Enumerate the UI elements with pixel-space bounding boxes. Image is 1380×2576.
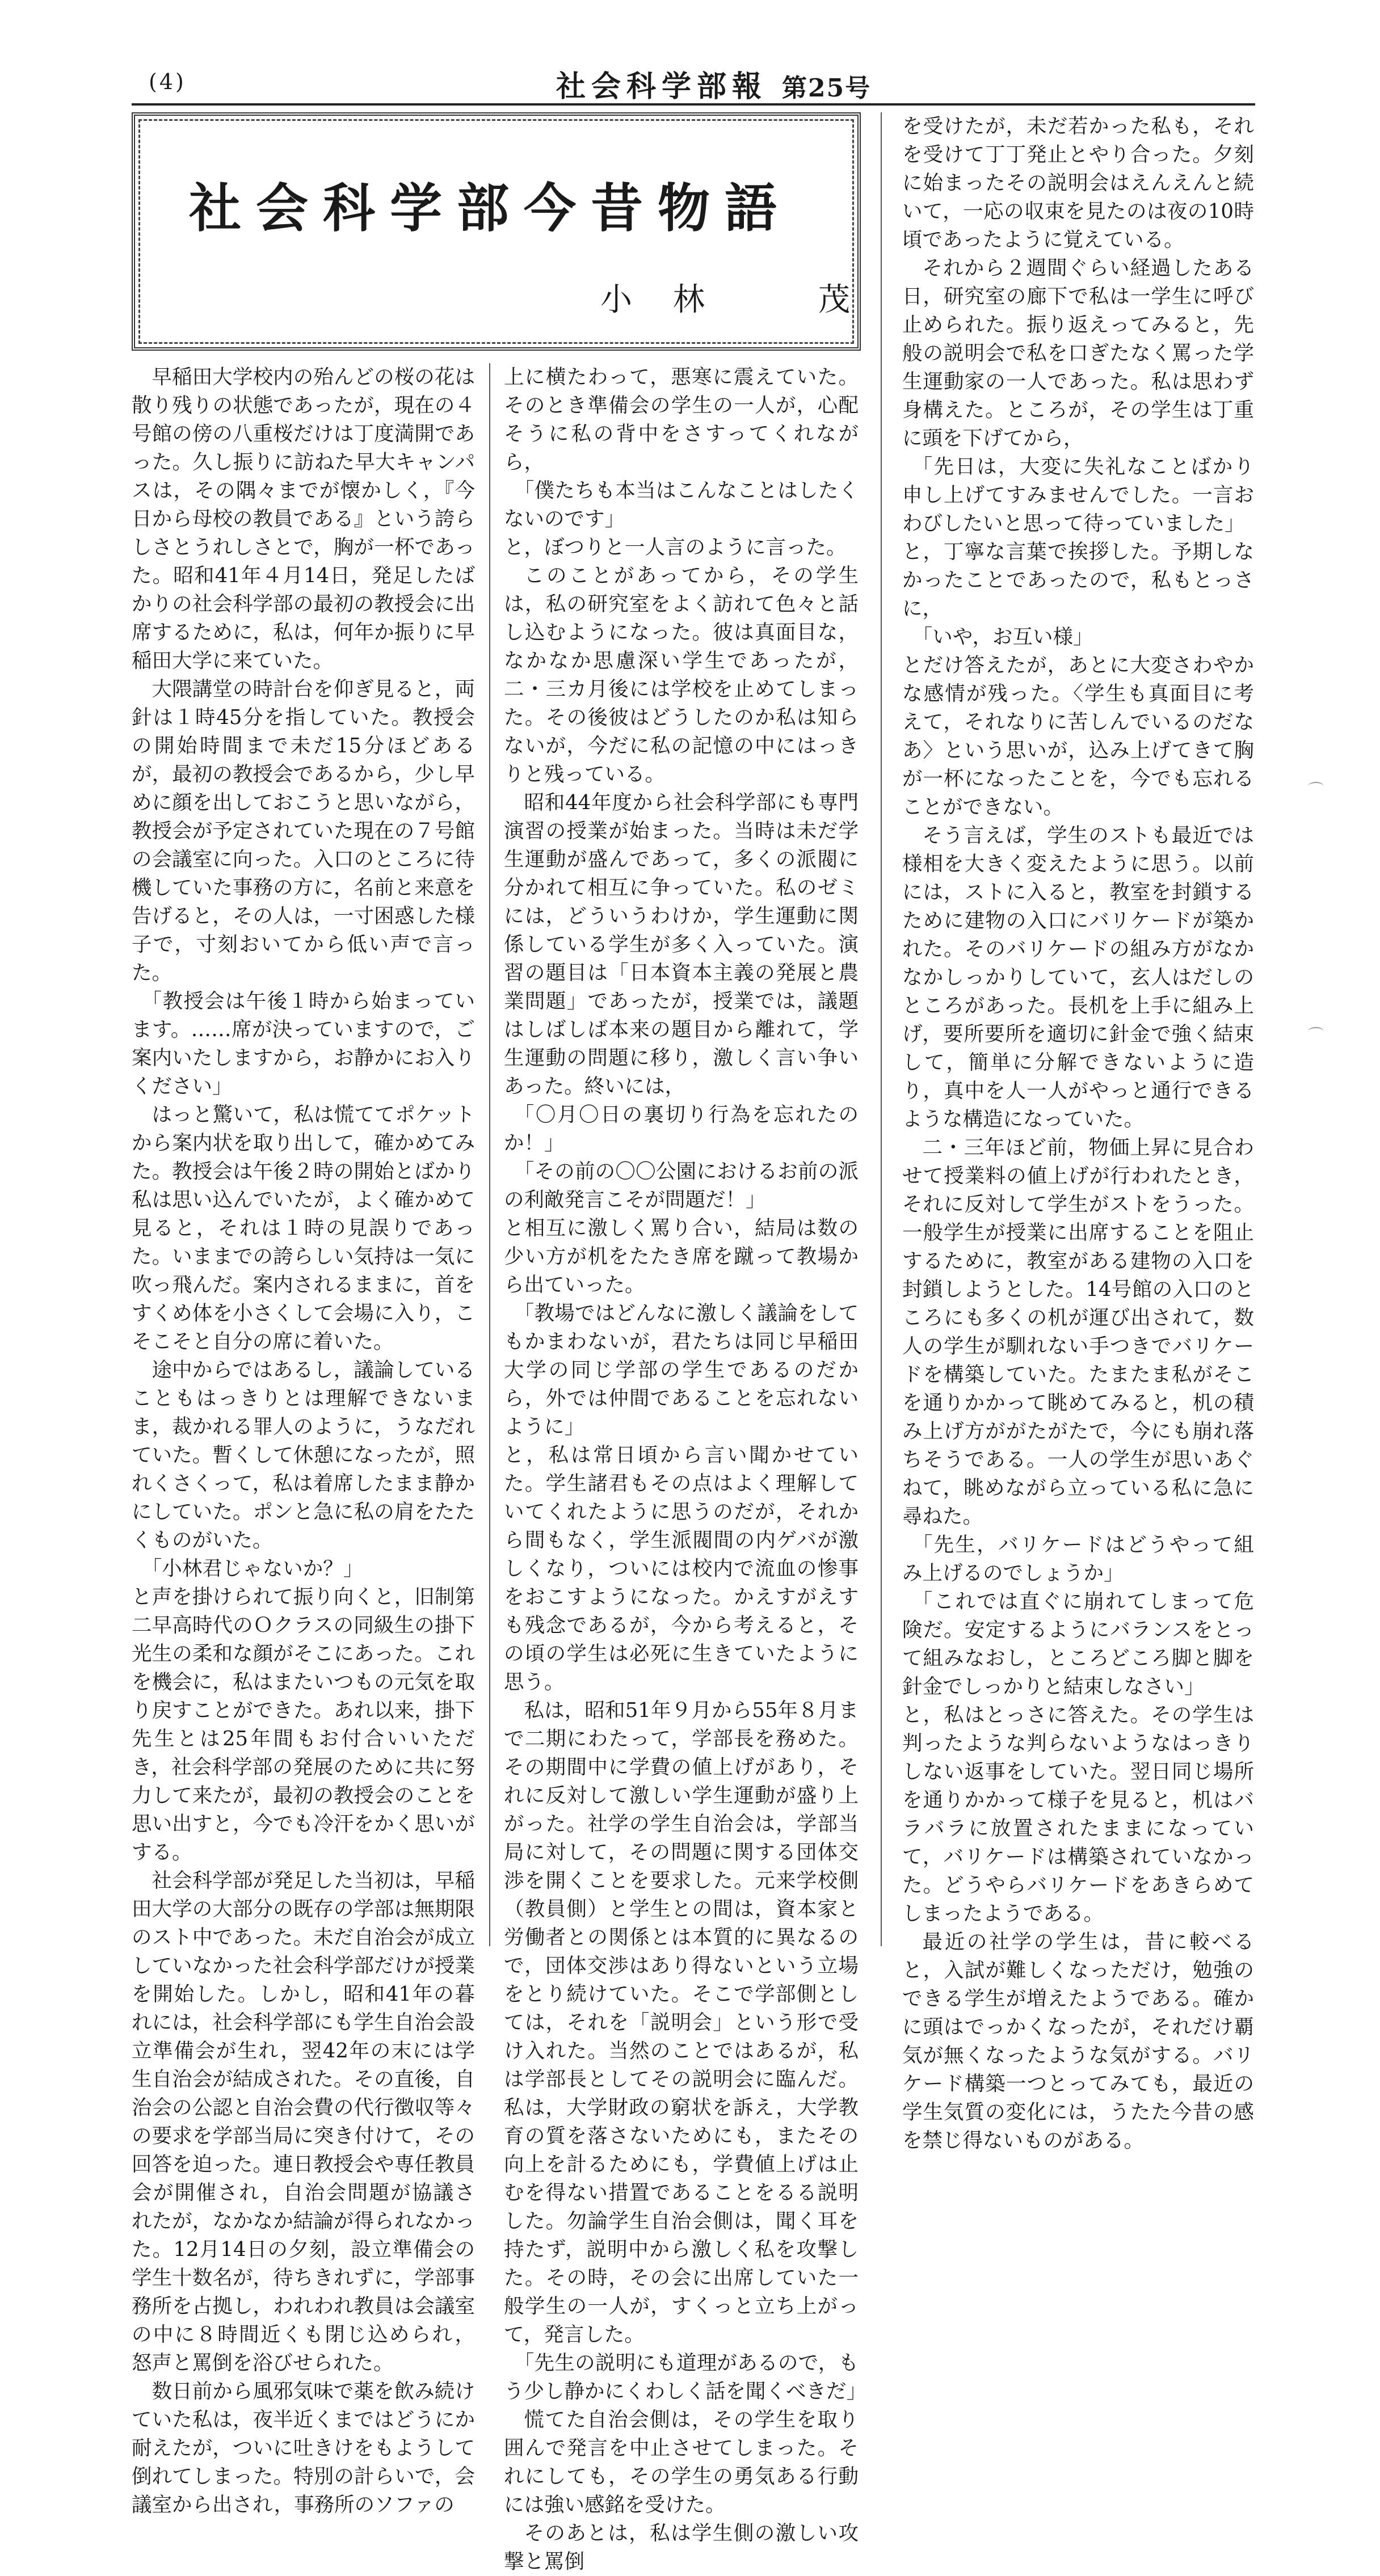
- quote-paragraph: 「先生，バリケードはどうやって組み上げるのでしょうか」: [902, 1533, 1254, 1585]
- quote-paragraph: 「僕たちも本当はこんなことはしたくないのです」: [504, 479, 859, 531]
- paragraph: 早稲田大学校内の殆んどの桜の花は散り残りの状態であったが，現在の４号館の傍の八重桜だけは丁度満開であった。久し振りに訪ねた早大キャンパスは，その隅々までが懐かしく，『今日から母校の教員である』という誇らしさとうれしさとで，胸が一杯であった。昭和41年４月14日，発足したばかりの社会科学部の最初の教授会に出席するために，私は，何年か振りに早稲田大学に来ていた。: [132, 365, 475, 672]
- quote-paragraph: 「教場ではどんなに激しく議論をしてもかまわないが，君たちは同じ早稲田大学の同じ学部の学生であるのだから，外では仲間であることを忘れないように」: [504, 1302, 859, 1438]
- article-author: 小林 茂: [600, 281, 891, 318]
- paragraph: 上に横たわって，悪寒に震えていた。そのとき準備会の学生の一人が，心配そうに私の背中をさすってくれながら，: [504, 365, 859, 474]
- text-column-1: [132, 363, 475, 2519]
- margin-mark: [1308, 782, 1324, 791]
- quote-paragraph: 「これでは直ぐに崩れてしまって危険だ。安定するようにバランスをとって組みなおし，ところどころ脚と脚を針金でしっかりと結束しなさい」: [902, 1590, 1254, 1698]
- page-number: (4): [149, 69, 186, 94]
- quote-paragraph: 「先生の説明にも道理があるので，もう少し静かにくわしく話を聞くべきだ」: [504, 2351, 867, 2403]
- paragraph: それから２週間ぐらい経過したある日，研究室の廊下で私は一学生に呼び止められた。振り返えってみると，先般の説明会で私を口ぎたなく罵った学生運動家の一人であった。私は思わず身構えた。ところが，その学生は丁重に頭を下げてから，: [902, 256, 1254, 450]
- paragraph: 二・三年ほど前，物価上昇に見合わせて授業料の値上げが行われたとき，それに反対して学生がストをうった。一般学生が授業に出席することを阻止するために，教室がある建物の入口を封鎖しようとした。14号館の入口のところにも多くの机が運び出されて，数人の学生が馴れない手つきでバリケードを構築していた。たまたま私がそこを通りかかって眺めてみると，机の積み上げ方ががたがたで，今にも崩れ落ちそうである。一人の学生が思いあぐねて，眺めながら立っている私に急に尋ねた。: [902, 1136, 1254, 1528]
- paragraph: 私は，昭和51年９月から55年８月まで二期にわたって，学部長を務めた。その期間中に学費の値上げがあり，それに反対して激しい学生運動が盛り上がった。社学の学生自治会は，学部当局に対して，その問題に関する団体交渉を開くことを要求した。元来学校側（教員側）と学生との間は，資本家と労働者との関係とは本質的に異なるので，団体交渉はあり得ないという立場をとり続けていた。そこで学部側としては，それを「説明会」という形で受け入れた。当然のことではあるが，私は学部長としてその説明会に臨んだ。私は，大学財政の窮状を訴え，大学教育の質を落さないためにも，またその向上を計るためにも，学費値上げは止むを得ない措置であることをるる説明した。勿論学生自治会側は，聞く耳を持たず，説明中から激しく私を攻撃した。その時，その会に出席していた一般学生の一人が，すくっと立ち上がって，発言した。: [504, 1699, 859, 2346]
- text-column-3: [902, 112, 1254, 2155]
- issue-number: 第25号: [782, 74, 872, 103]
- column-separator: [881, 112, 882, 1946]
- quote-paragraph: 「先日は，大変に失礼なことばかり申し上げてすみませんでした。一言おわびしたいと思って待っていました」: [902, 455, 1254, 535]
- newsletter-title: 社会科学部報: [556, 69, 768, 104]
- paragraph: と，私はとっさに答えた。その学生は判ったような判らないようなはっきりしない返事をしていた。翌日同じ場所を通りかかって様子を見ると，机はバラバラに放置されたままになっていて，バリケードは構築されていなかった。どうやらバリケードをあきらめてしまったようである。: [902, 1703, 1254, 1925]
- paragraph: 途中からではあるし，議論していることもはっきりとは理解できないまま，裁かれる罪人のように，うなだれていた。暫くして休憩になったが，照れくさくって，私は着席したまま静かにしていた。ポンと急に私の肩をたたくものがいた。: [132, 1358, 475, 1552]
- paragraph: このことがあってから，その学生は，私の研究室をよく訪れて色々と話し込むようになった。彼は真面目な，なかなか思慮深い学生であったが，二・三カ月後には学校を止めてしまった。その後彼はどうしたのか私は知らないが，今だに私の記憶の中にはっきりと残っている。: [504, 564, 859, 786]
- article-title: 社会科学部今昔物語: [189, 178, 792, 239]
- paragraph: 慌てた自治会側は，その学生を取り囲んで発言を中止させてしまった。それにしても，その学生の勇気ある行動には強い感銘を受けた。: [504, 2408, 859, 2516]
- paragraph: と，丁寧な言葉で挨拶した。予期しなかったことであったので，私もとっさに，: [902, 540, 1254, 620]
- paragraph: そう言えば，学生のストも最近では様相を大きく変えたように思う。以前には，ストに入ると，教室を封鎖するために建物の入口にバリケードが築かれた。そのバリケードの組み方がなかなかしっかりしていて，玄人はだしのところがあった。長机を上手に組み上げ，要所要所を適切に針金で強く結束して，簡単に分解できないように造り，真中を人一人がやっと通行できるような構造になっていた。: [902, 824, 1254, 1131]
- paragraph: と声を掛けられて振り向くと，旧制第二早高時代のＯクラスの同級生の掛下光生の柔和な顔がそこにあった。これを機会に，私はまたいつもの元気を取り戻すことができた。あれ以来，掛下先生とは25年間もお付合いいただき，社会科学部の発展のために共に努力して来たが，最初の教授会のことを思い出すと，今でも冷汗をかく思いがする。: [132, 1585, 475, 1864]
- header-rule: [132, 103, 1255, 106]
- paragraph: を受けたが，未だ若かった私も，それを受けて丁丁発止とやり合った。夕刻に始まったその説明会はえんえんと続いて，一応の収束を見たのは夜の10時頃であったように覚えている。: [902, 115, 1254, 251]
- paragraph: と，私は常日頃から言い聞かせていた。学生諸君もその点はよく理解していてくれたように思うのだが，それから間もなく，学生派閥間の内ゲバが激しくなり，ついには校内で流血の惨事をおこすようになった。かえすがえすも残念であるが，今から考えると，その頃の学生は必死に生きていたように思う。: [504, 1443, 859, 1694]
- quote-paragraph: 「教授会は午後１時から始まっています。……席が決っていますので，ご案内いたしますから，お静かにお入りください」: [132, 990, 475, 1098]
- quote-paragraph: 「その前の〇〇公園におけるお前の派の利敵発言こそが問題だ！」: [504, 1160, 859, 1211]
- paragraph: 社会科学部が発足した当初は，早稲田大学の大部分の既存の学部は無期限のスト中であった。未だ自治会が成立していなかった社会科学部だけが授業を開始した。しかし，昭和41年の暮れには，社会科学部にも学生自治会設立準備会が生れ，翌42年の末には学生自治会が結成された。その直後，自治会の公認と自治会費の代行徴収等々の要求を学部当局に突き付けて，その回答を迫った。連日教授会や専任教員会が開催され，自治会問題が協議されたが，なかなか結論が得られなかった。12月14日の夕刻，設立準備会の学生十数名が，待ちきれずに，学部事務所を占拠し，われわれ教員は会議室の中に８時間近くも閉じ込められ，怒声と罵倒を浴びせられた。: [132, 1869, 475, 2375]
- paragraph: と相互に激しく罵り合い，結局は数の少い方が机をたたき席を蹴って教場から出ていった。: [504, 1217, 859, 1297]
- paragraph: 大隈講堂の時計台を仰ぎ見ると，両針は１時45分を指していた。教授会の開始時間まで未だ15分ほどあるが，最初の教授会であるから，少し早めに顔を出しておこうと思いながら，教授会が予定されていた現在の７号館の会議室に向った。入口のところに待機していた事務の方に，名前と来意を告げると，その人は，一寸困惑した様子で，寸刻おいてから低い声で言った。: [132, 677, 475, 984]
- title-box: [132, 112, 891, 351]
- masthead: [556, 62, 871, 105]
- paragraph: はっと驚いて，私は慌ててポケットから案内状を取り出して，確かめてみた。教授会は午後２時の開始とばかり私は思い込んでいたが，よく確かめて見ると，それは１時の見誤りであった。いままでの誇らしい気持は一気に吹っ飛んだ。案内されるままに，首をすくめ体を小さくして会場に入り，こそこそと自分の席に着いた。: [132, 1103, 475, 1353]
- paragraph: 数日前から風邪気味で薬を飲み続けていた私は，夜半近くまではどうにか耐えたが，ついに吐きけをもようして倒れてしまった。特別の計らいで，会議室から出され，事務所のソファの: [132, 2380, 475, 2516]
- paragraph: 最近の社学の学生は，昔に較べると，入試が難しくなっただけ，勉強のできる学生が増えたようである。確かに頭はでっかくなったが，それだけ覇気が無くなったような気がする。バリケード構築一つとってみても，最近の学生気質の変化には，うたた今昔の感を禁じ得ないものがある。: [902, 1930, 1254, 2152]
- column-separator: [489, 363, 490, 1946]
- paragraph: とだけ答えたが，あとに大変さわやかな感情が残った。〈学生も真面目に考えて，それなりに苦しんでいるのだなあ〉という思いが，込み上げてきて胸が一杯になったことを，今でも忘れることができない。: [902, 654, 1254, 819]
- margin-mark: [1308, 1027, 1324, 1036]
- paragraph: 昭和44年度から社会科学部にも専門演習の授業が始まった。当時は未だ学生運動が盛んであって，多くの派閥に分かれて相互に争っていた。私のゼミには，どういうわけか，学生運動に関係している学生が多く入っていた。演習の題目は「日本資本主義の発展と農業問題」であったが，授業では，議題はしばしば本来の題目から離れて，学生運動の問題に移り，激しく言い争いあった。終いには，: [504, 791, 859, 1098]
- paragraph: そのあとは，私は学生側の激しい攻撃と罵倒: [504, 2522, 859, 2573]
- paragraph: と，ぼつりと一人言のように言った。: [504, 536, 847, 559]
- quote-paragraph: 「〇月〇日の裏切り行為を忘れたのか！」: [504, 1103, 859, 1155]
- quote-paragraph: 「小林君じゃないか？」: [141, 1557, 364, 1580]
- text-column-2: [504, 363, 867, 2576]
- quote-paragraph: 「いや，お互い様」: [912, 625, 1093, 649]
